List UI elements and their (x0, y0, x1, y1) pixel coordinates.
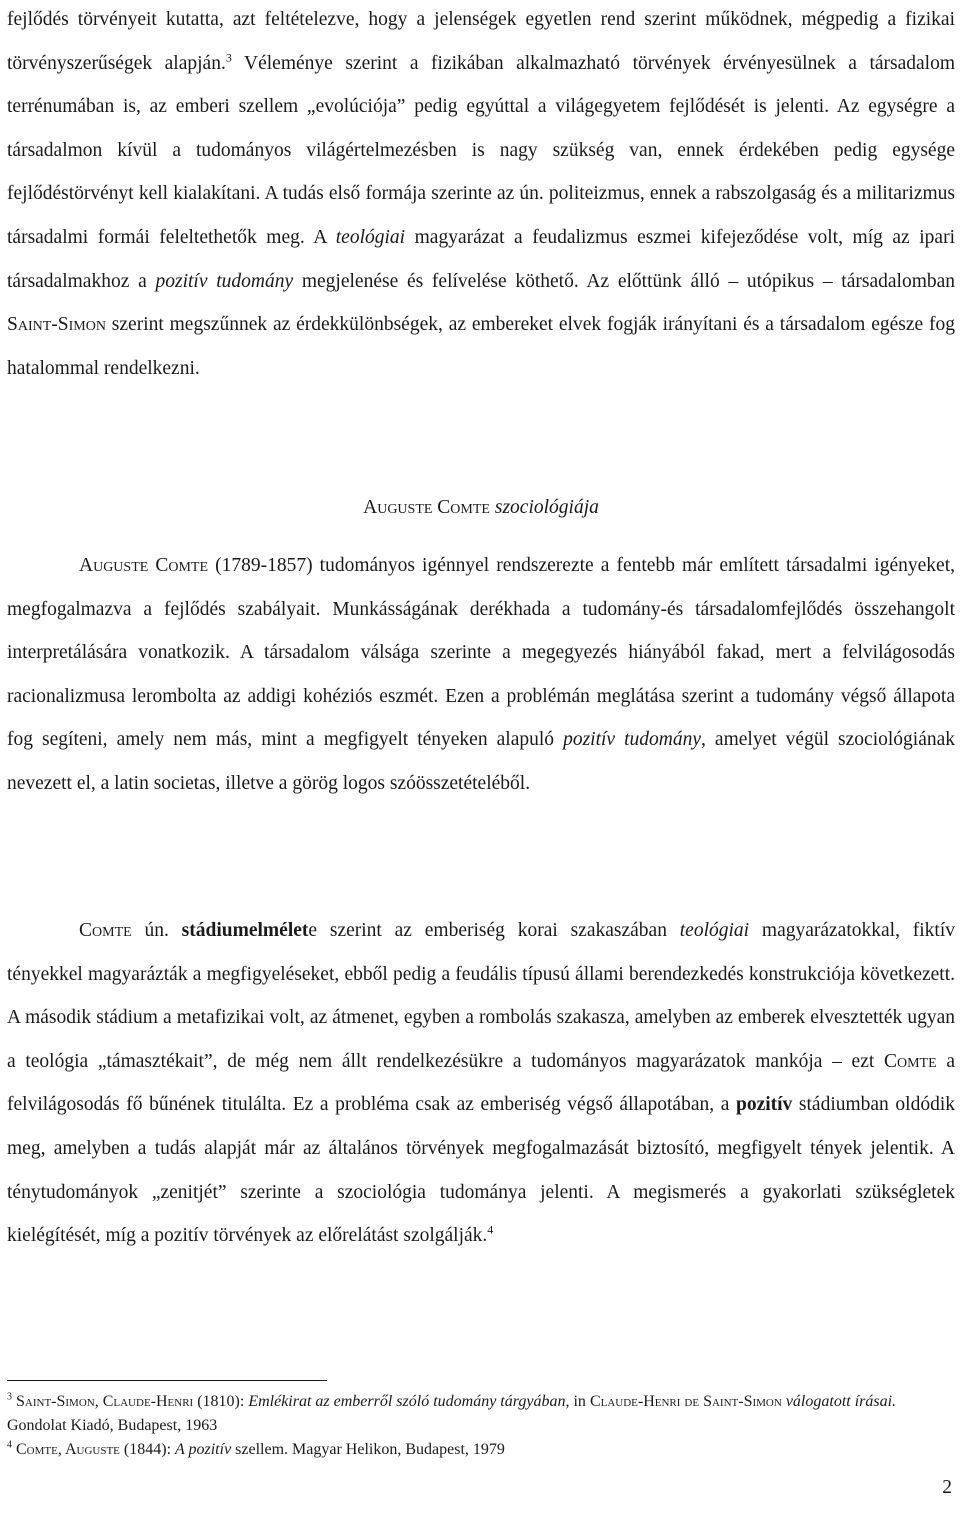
footnote-title: Emlékirat az emberről szóló tudomány tárgyában (248, 1393, 566, 1410)
footnote-author: Comte, Auguste (16, 1441, 120, 1458)
text-run: magyarázatokkal, fiktív tényekkel magyarázták a megfigyeléseket, ebből pedig a feudális típusú állami berendezkedés konstrukciója következett. A második stádium a metafizikai volt, az átmenet, egyben a rombolás szakasza, amelyben az emberek elvesztették ugyan a teológia „támasztékait”, de még nem állt rendelkezésükre a tudományos magyarázatok mankója – ezt (7, 920, 956, 1072)
footnote-divider (7, 1380, 327, 1381)
page-number: 2 (942, 1477, 952, 1498)
text-run: ún. (131, 920, 182, 941)
section-heading (7, 486, 955, 530)
bold-term: pozitív (735, 1094, 793, 1116)
paragraph-3 (7, 909, 955, 1258)
footnote-publisher: Gondolat Kiadó, Budapest, 1963 (7, 1417, 218, 1434)
footnote-author: Saint-Simon, Claude-Henri (16, 1393, 194, 1410)
text-run: fejlődés törvényeit kutatta, azt feltételezve, hogy a jelenségek egyetlen rend szerint működnek, mégpedig a fizikai törvényszerűségek alapján. (7, 9, 955, 74)
text-run: Véleménye szerint a fizikában alkalmazható törvények érvényesülnek a társadalom terrénumában is, az emberi szellem „evolúciója” pedig egyúttal a világegyetem fejlődését is jelenti. Az egységre a társadalmon kívül a tudományos világértelmezésben is nagy szükség van, ennek érdekében pedig egysége fejlődéstörvényt kell kialakítani. A tudás első formája szerinte az ún. politeizmus, ennek a rabszolgaság és a militarizmus társadalmi formái feleltethetők meg. A (7, 52, 955, 248)
italic-term: pozitív tudomány (563, 729, 702, 751)
footnote-publisher: szellem. Magyar Helikon, Budapest, 1979 (231, 1441, 505, 1458)
heading-name: Auguste Comte (363, 497, 490, 518)
author-name: Comte (883, 1050, 937, 1072)
text-run: stádiumban oldódik meg, amelyben a tudás alapját már az általános törvények megfogalmazását biztosító, megfigyelt tények jelentik. A ténytudományok „zenitjét” szerinte a szociológia tudománya jelenti. A megismerés a gyakorlati szükségletek kielégítését, míg a pozitív törvények az előrelátást szolgálják. (7, 1094, 955, 1247)
text-run: , amelyet végül szociológiának nevezett el, a latin societas, illetve a görög logos szóösszetételéből. (7, 729, 956, 794)
paragraph-2 (7, 544, 955, 806)
footnote-editor: Claude-Henri de Saint-Simon (589, 1393, 782, 1410)
footnote-book: válogatott írásai. (785, 1393, 897, 1410)
italic-term: teológiai (335, 226, 406, 248)
footnote-year: (1844): (119, 1441, 176, 1458)
bold-term: stádiumelmélet (181, 920, 309, 941)
paragraph-1 (7, 0, 955, 390)
footnote-number: 3 (7, 1391, 12, 1403)
text-run: , in (565, 1393, 590, 1410)
author-name: Comte (79, 920, 132, 941)
footnote-ref-3[interactable]: 3 (225, 50, 232, 65)
italic-term: teológiai (679, 920, 750, 941)
text-run: magyarázat a feudalizmus eszmei kifejeződése volt, míg az ipari társadalmakhoz a (7, 226, 955, 292)
text-run: szerint megszűnnek az érdekkülönbségek, az embereket elvek fogják irányítani és a társadalom egésze fog hatalommal rendelkezni. (7, 314, 955, 379)
author-name: Saint-Simon (7, 314, 106, 336)
author-name: Auguste Comte (79, 555, 209, 576)
footnotes (7, 1390, 955, 1462)
footnote-4 (7, 1438, 955, 1462)
footnote-year: (1810): (193, 1393, 249, 1410)
text-run: e szerint az emberiség korai szakaszában (308, 920, 680, 941)
text-run: a felvilágosodás fő bűnének titulálta. Ez a probléma csak az emberiség végső állapotában, a (7, 1050, 956, 1116)
footnote-3 (7, 1390, 955, 1438)
text-run: (1789-1857) tudományos igénnyel rendszerezte a fentebb már említett társadalmi igényeket, megfogalmazva a fejlődés szabályait. Munkásságának derékhada a tudomány-és társadalomfejlődés összehangolt interpretálására vonatkozik. A társadalom válsága szerinte a megegyezés hiányából fakad, mert a felvilágosodás racionalizmusa lerombolta az addigi kohéziós eszmét. Ezen a problémán meglátása szerint a tudomány végső állapota fog segíteni, amely nem más, mint a megfigyelt tényeken alapuló (7, 555, 955, 751)
italic-term: pozitív tudomány (155, 270, 294, 292)
text-run: megjelenése és felívelése köthető. Az előttünk álló – utópikus – társadalomban (293, 270, 956, 292)
footnote-ref-4[interactable]: 4 (487, 1222, 494, 1237)
footnote-number: 4 (7, 1439, 12, 1451)
footnote-title: A pozitív (175, 1441, 232, 1458)
heading-italic: szociológiája (494, 497, 599, 518)
